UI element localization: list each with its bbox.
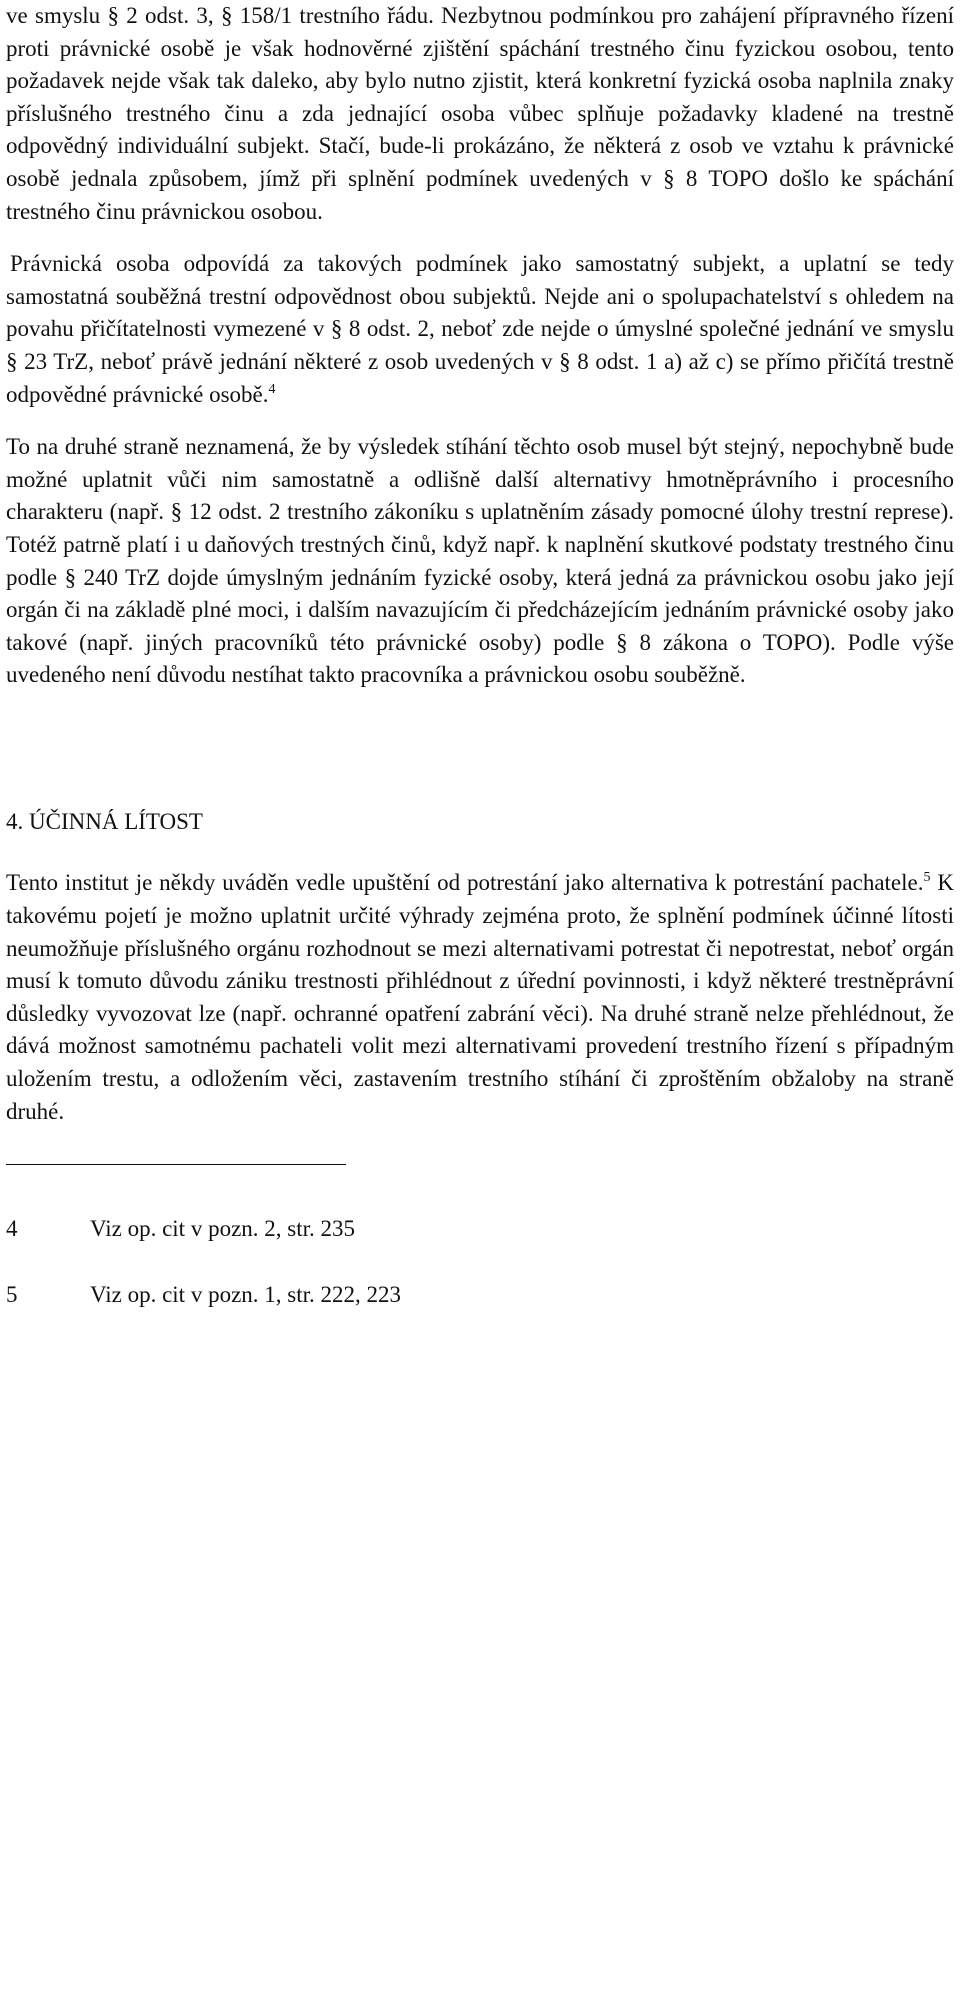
paragraph-3-text: To na druhé straně neznamená, že by výsledek stíhání těchto osob musel být stejný, nepochybně bude možné uplatnit vůči nim samostatně a odlišně další alternativy hmotněprávního i procesního charakteru (např. § 12 odst. 2 trestního zákoníku s uplatněním zásady pomocné úlohy trestní represe). Totéž patrně platí i u daňových trestných činů, když např. k naplnění skutkové podstaty trestného činu podle § 240 TrZ dojde úmyslným jednáním fyzické osoby, která jedná za právnickou osobu jako její orgán či na základě plné moci, i dalším navazujícím či předcházejícím jednáním právnické osoby jako takové (např. jiných pracovníků této právnické osoby) podle § 8 zákona o TOPO). Podle výše uvedeného není důvodu nestíhat takto pracovníka a právnickou osobu souběžně. [6,434,954,688]
paragraph-2-text: Právnická osoba odpovídá za takových podmínek jako samostatný subjekt, a uplatní se tedy samostatná souběžná trestní odpovědnost obou subjektů. Nejde ani o spolupachatelství s ohledem na povahu přičítatelnosti vymezené v § 8 odst. 2, neboť zde nejde o úmyslné společné jednání ve smyslu § 23 TrZ, neboť právě jednání některé z osob uvedených v § 8 odst. 1 a) až c) se přímo přičítá trestně odpovědné právnické osobě. [6,251,954,407]
body-paragraph-1 [6,0,954,228]
paragraph-1-text: ve smyslu § 2 odst. 3, § 158/1 trestního řádu. Nezbytnou podmínkou pro zahájení přípravného řízení proti právnické osobě je však hodnověrné zjištění spáchání trestného činu fyzickou osobou, tento požadavek nejde však tak daleko, aby bylo nutno zjistit, která konkretní fyzická osoba naplnila znaky příslušného trestného činu a zda jednající osoba vůbec splňuje požadavky kladené na trestně odpovědný individuální subjekt. Stačí, bude-li prokázáno, že některá z osob ve vztahu k právnické osobě jednala způsobem, jímž při splnění podmínek uvedených v § 8 TOPO došlo ke spáchání trestného činu právnickou osobou. [6,3,954,224]
body-paragraph-3 [6,431,954,692]
footnote-text: Viz op. cit v pozn. 1, str. 222, 223 [90,1281,402,1307]
section-paragraph [6,867,954,1128]
section-paragraph-text-before: Tento institut je někdy uváděn vedle upuštění od potrestání jako alternativa k potrestání pachatele. [6,870,924,896]
footnote-number: 5 [6,1281,18,1307]
footnote-ref-5: 5 [923,870,931,886]
section-paragraph-text-after: K takovému pojetí je možno uplatnit určité výhrady zejména proto, že splnění podmínek účinné lítosti neumožňuje příslušného orgánu rozhodnout se mezi alternativami potrestat či nepotrestat, neboť orgán musí k tomuto důvodu zániku trestnosti přihlédnout z úřední povinnosti, i když některé trestněprávní důsledky vyvozovat lze (např. ochranné opatření zabrání věci). Na druhé straně nelze přehlédnout, že dává možnost samotnému pachateli volit mezi alternativami provedení trestního řízení s případným uložením trestu, a odložením věci, zastavením trestního stíhání či zproštěním obžaloby na straně druhé. [6,870,954,1124]
footnote-4 [6,1213,954,1246]
document-page [6,0,954,1311]
section-heading: 4. ÚČINNÁ LÍTOST [6,808,203,834]
footnote-text: Viz op. cit v pozn. 2, str. 235 [90,1216,356,1242]
footnote-separator [6,1164,346,1165]
footnote-5 [6,1279,954,1312]
footnote-number: 4 [6,1216,18,1242]
body-paragraph-2 [6,248,954,411]
footnotes [6,1213,954,1311]
footnote-ref-4: 4 [268,381,276,397]
